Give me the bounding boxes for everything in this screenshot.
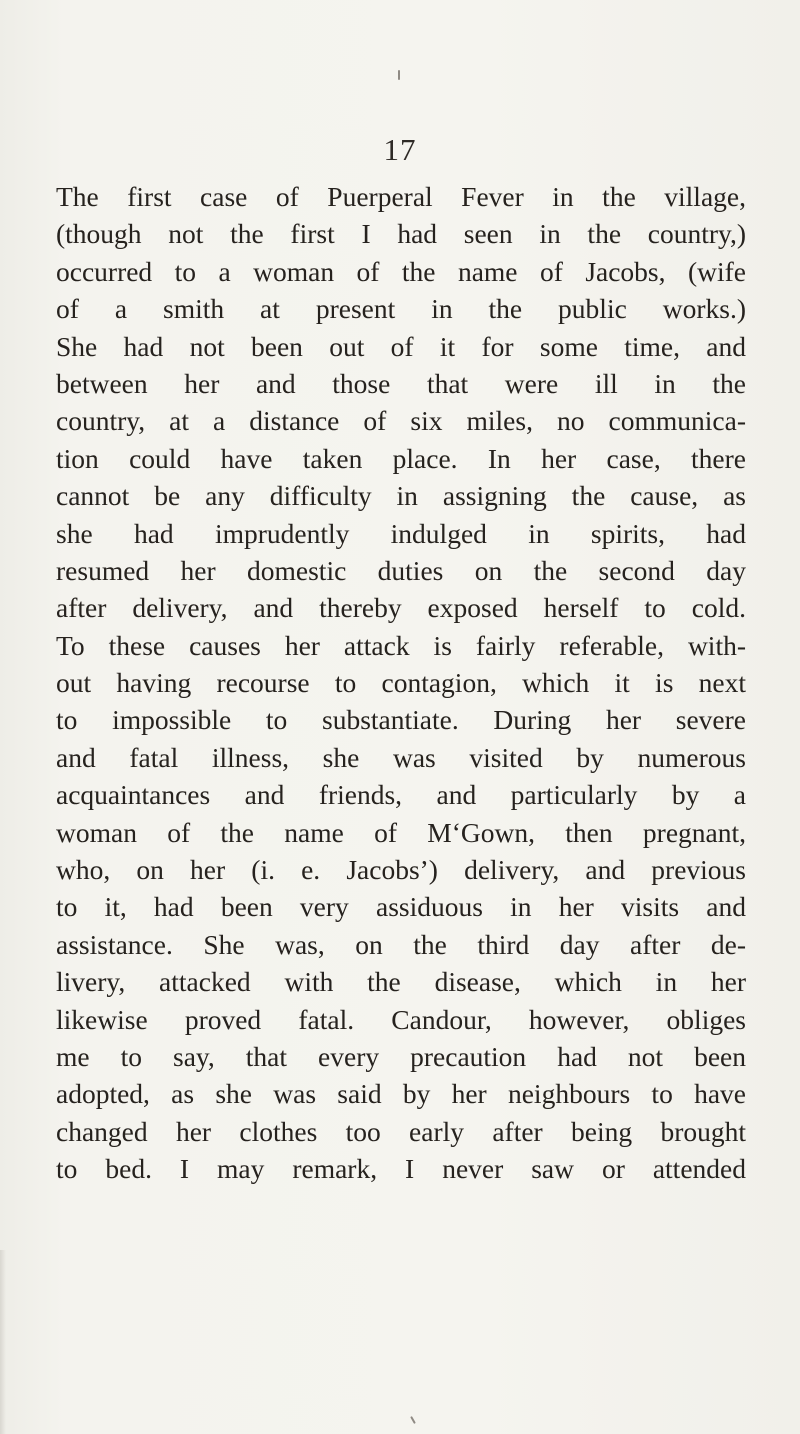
text-line: to bed. I may remark, I never saw or attended <box>56 1153 746 1185</box>
text-line: tion could have taken place. In her case, there <box>56 442 746 474</box>
text-line: She had not been out of it for some time, and <box>56 330 746 362</box>
text-line: livery, attacked with the disease, which in her <box>56 966 746 998</box>
text-line: of a smith at present in the public works.) <box>56 293 746 325</box>
page-number: 17 <box>383 132 417 167</box>
text-line: changed her clothes too early after being brought <box>56 1115 746 1147</box>
paper-speck <box>410 1416 416 1424</box>
text-line: she had imprudently indulged in spirits, had <box>56 517 746 549</box>
text-line: country, at a distance of six miles, no communica- <box>56 405 746 437</box>
text-line: out having recourse to contagion, which it is next <box>56 667 746 699</box>
text-line: to it, had been very assiduous in her visits and <box>56 891 746 923</box>
text-line: (though not the first I had seen in the country,) <box>56 218 746 250</box>
text-line: and fatal illness, she was visited by numerous <box>56 741 746 773</box>
text-line: who, on her (i. e. Jacobs’) delivery, and previous <box>56 854 746 886</box>
text-line: cannot be any difficulty in assigning the cause, as <box>56 480 746 512</box>
text-line: acquaintances and friends, and particularly by a <box>56 779 746 811</box>
text-line: adopted, as she was said by her neighbours to have <box>56 1078 746 1110</box>
text-line: between her and those that were ill in the <box>56 367 746 399</box>
page-edge-shadow <box>0 1250 6 1434</box>
text-line: assistance. She was, on the third day after de- <box>56 928 746 960</box>
body-text <box>56 178 746 1188</box>
text-line: me to say, that every precaution had not been <box>56 1040 746 1072</box>
text-line: after delivery, and thereby exposed herself to cold. <box>56 592 746 624</box>
text-line: to impossible to substantiate. During her severe <box>56 704 746 736</box>
text-line: The first case of Puerperal Fever in the village, <box>56 181 746 212</box>
text-line: likewise proved fatal. Candour, however, obliges <box>56 1003 746 1035</box>
paper-speck <box>398 70 400 80</box>
text-line: woman of the name of M‘Gown, then pregnant, <box>56 816 746 848</box>
text-line: occurred to a woman of the name of Jacobs, (wife <box>56 255 746 287</box>
text-line: To these causes her attack is fairly referable, with- <box>56 629 746 661</box>
text-line: resumed her domestic duties on the second day <box>56 554 746 586</box>
